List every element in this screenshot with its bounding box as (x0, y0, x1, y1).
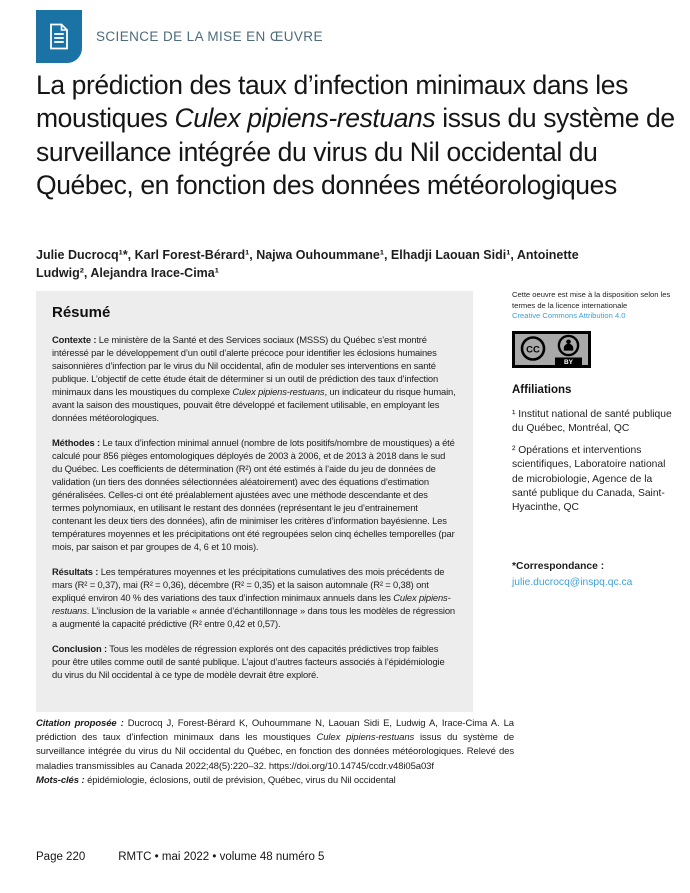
contexte-species-italic: Culex pipiens-restuans (232, 386, 325, 397)
cc-logo-text: CC (526, 344, 540, 356)
keywords-text: épidémiologie, éclosions, outil de prévision, Québec, virus du Nil occidental (84, 774, 396, 786)
contexte-text1: Le ministère de la Santé et des Services sociaux (MSSS) du Québec s’est montré intéressé par le développement d’un outil d’alerte précoce pour identifier les éclosions humaines saisonnières d’infection par le virus du Nil occidental, afin de moduler ses interventions en santé publique. L’objectif de cette étude était de déterminer si un outil de prédiction des taux d’infection minimaux dans les moustiques du complexe (52, 334, 439, 397)
keywords-label: Mots-clés : (36, 774, 85, 786)
citation-label: Citation proposée : (36, 718, 124, 729)
document-icon-glyph (48, 23, 70, 50)
page-title (36, 69, 680, 203)
page-footer (36, 851, 324, 863)
citation-text2: issus du système de surveillance intégrée du virus du Nil occidental du Québec, en fonction des données météorologiques. Relevé des maladies transmissibles au Canada 2022;48(5):220–32. https://doi.org/10.14745/ccdr.v48i05a03f (36, 732, 515, 772)
contexte-label: Contexte : (52, 334, 97, 345)
resultats-text1: Les températures moyennes et les précipitations cumulatives des mois précédents de mars (R² = 0,37), mai (R² = 0,36), décembre (R² = 0,35) et la saison automnale (R² = 0,38) ont expliqué environ 40 % des variations des taux d’infection minimaux annuels dans les (52, 566, 445, 603)
contexte-text2: , un indicateur du risque humain, avant la saison des moustiques, pouvait être développé et facilement utilisable, en employant les données météorologiques. (52, 386, 456, 423)
document-icon (36, 10, 82, 63)
section-category-label: SCIENCE DE LA MISE EN ŒUVRE (96, 29, 323, 44)
title-part1: La prédiction des taux d’infection minimaux dans les moustiques (36, 70, 628, 134)
by-plaque-text: BY (563, 358, 574, 366)
license-text: Cette oeuvre est mise à la disposition selon les termes de la licence internationale (512, 290, 671, 310)
citation-block (36, 717, 514, 788)
cc-by-badge[interactable] (512, 331, 591, 368)
methodes-label: Méthodes : (52, 437, 100, 448)
license-link[interactable]: Creative Commons Attribution 4.0 (512, 311, 626, 321)
resultats-text2: . L’inclusion de la variable « année d’échantillonnage » dans tous les modèles de régression a augmenté la capacité prédictive (R² entre 0,42 et 0,57). (52, 605, 455, 629)
footer-journal-line: RMTC • mai 2022 • volume 48 numéro 5 (118, 851, 325, 863)
correspondance-email-link[interactable]: julie.ducrocq@inspq.qc.ca (512, 577, 633, 589)
correspondance-label: *Correspondance : (512, 561, 605, 573)
section-header (36, 10, 323, 63)
abstract-conclusion (52, 642, 457, 681)
resultats-species-italic: Culex pipiens-restuans (52, 592, 451, 616)
affiliation-1: ¹ Institut national de santé publique du Québec, Montréal, QC (512, 408, 672, 434)
conclusion-label: Conclusion : (52, 643, 107, 654)
abstract-resultats (52, 565, 457, 630)
abstract-contexte (52, 333, 457, 424)
citation-text1: Ducrocq J, Forest-Bérard K, Ouhoummane N, Laouan Sidi E, Ludwig A, Irace-Cima A. La prédiction des taux d’infection minimaux dans les moustiques (36, 718, 514, 744)
abstract-methodes (52, 436, 457, 553)
abstract-box (36, 291, 473, 712)
affiliation-2: ² Opérations et interventions scientifiques, Laboratoire national de microbiologie, Agence de la santé publique du Canada, Saint-Hyacinthe, QC (512, 445, 666, 513)
authors-line: Julie Ducrocq¹*, Karl Forest-Bérard¹, Najwa Ouhoummane¹, Elhadji Laouan Sidi¹, Antoinette Ludwig², Alejandra Irace-Cima¹ (36, 248, 579, 280)
sidebar (512, 290, 676, 588)
title-species-italic: Culex pipiens-restuans (174, 103, 436, 134)
methodes-text: Le taux d’infection minimal annuel (nombre de lots positifs/nombre de moustiques) a été calculé pour 856 pièges entomologiques déployés de 2003 à 2006, et de 2013 à 2018 dans le sud du Québec. Les coefficients de détermination (R²) ont été estimés à l’aide du jeu de données de validation (un tiers des données sélectionnées aléatoirement) avec des équations d’estimation généralisées. Celles-ci ont été préalablement ajustées avec une méthode descendante et des termes polynomiaux, en utilisant le restant des données (représentant le jeu d’entrainement contenant les deux tiers des données), afin de minimiser les critères d’information bayésienne. Les températures moyennes et les précipitations ont été regroupées selon cinq échelles temporelles (par mois, par saison et par groupes de 4, 6 et 10 mois). (52, 437, 455, 552)
resultats-label: Résultats : (52, 566, 99, 577)
conclusion-text: Tous les modèles de régression explorés ont des capacités prédictives trop faibles pour être utiles comme outil de santé publique. L’ajout d’autres facteurs associés à l’épidémiologie du virus du Nil occidental à ce type de modèle devrait être exploré. (52, 643, 445, 680)
citation-paragraph (36, 717, 514, 774)
affiliations-heading: Affiliations (512, 383, 572, 396)
footer-page-number: Page 220 (36, 851, 86, 863)
abstract-heading: Résumé (52, 304, 111, 321)
keywords-line (36, 774, 514, 788)
title-part2: issus du système de surveillance intégrée du virus du Nil occidental du Québec, en fonction des données météorologiques (36, 103, 675, 201)
citation-species-italic: Culex pipiens-restuans (316, 732, 415, 744)
person-head-icon (566, 339, 571, 344)
